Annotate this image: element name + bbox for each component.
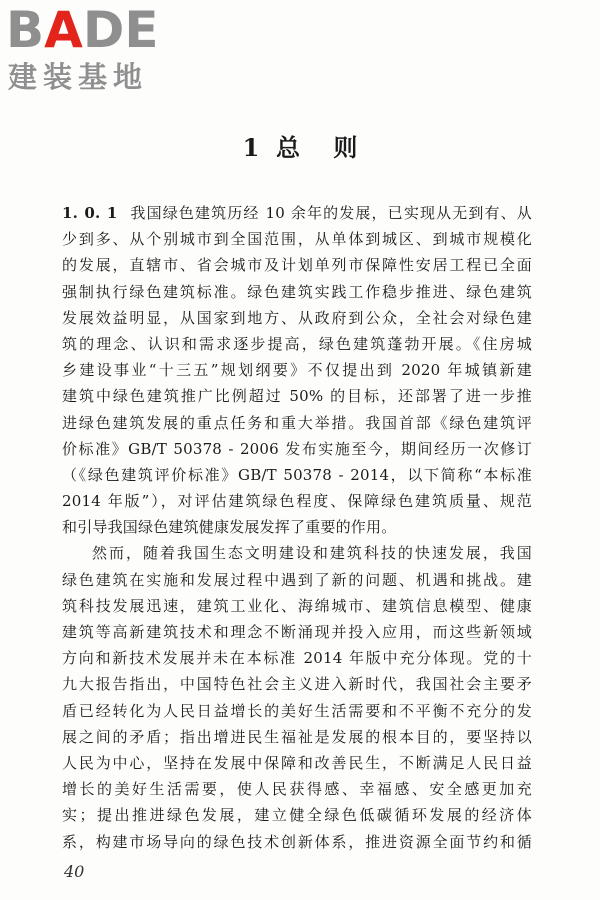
- paragraph-line: 建筑等高新建筑技术和理念不断涌现并投入应用，而这些新领域: [62, 623, 532, 641]
- paragraph-line: 展之间的矛盾；指出增进民生福祉是发展的根本目的，要坚持以: [62, 727, 532, 746]
- paragraph-line: 盾已经转化为人民日益增长的美好生活需要和不平衡不充分的发: [62, 701, 532, 720]
- paragraph-line: 乡建设事业“十三五”规划纲要》不仅提出到 2020 年城镇新建: [62, 361, 532, 380]
- paragraph-line: 和引导我国绿色建筑健康发展发挥了重要的作用。: [62, 518, 397, 537]
- logo-tagline: 建装基地: [8, 60, 149, 94]
- logo-letters-de: DE: [82, 1, 159, 59]
- paragraph-line: 进绿色建筑发展的重点任务和重大举措。我国首部《绿色建筑评: [62, 413, 532, 432]
- paragraph-line-text: 我国绿色建筑历经 10 余年的发展，已实现从无到有、从: [129, 204, 532, 222]
- logo-wordmark: [6, 1, 159, 59]
- paragraph-line: 少到多、从个别城市到全国范围，从单体到城区、到城市规模化: [62, 230, 532, 249]
- bade-logo: [6, 1, 181, 99]
- chapter-title: 1 总 则: [242, 133, 358, 162]
- body-text: [62, 200, 532, 855]
- logo-letter-b: B: [6, 1, 45, 59]
- page-number: 40: [64, 862, 85, 881]
- paragraph-line: 发展效益明显，从国家到地方、从政府到公众，全社会对绿色建: [62, 308, 532, 327]
- paragraph-line: 实；提出推进绿色发展，建立健全绿色低碳循环发展的经济体: [62, 806, 532, 825]
- paragraph-line: 2014 年版”），对评估建筑绿色程度、保障绿色建筑质量、规范: [62, 492, 532, 511]
- paragraph-line: 筑的理念、认识和需求逐步提高，绿色建筑蓬勃开展。《住房城: [62, 334, 532, 353]
- paragraph-line: [62, 200, 532, 226]
- paragraph-line: 然而，随着我国生态文明建设和建筑科技的快速发展，我国: [92, 544, 532, 563]
- paragraph-line: 筑科技发展迅速，建筑工业化、海绵城市、建筑信息模型、健康: [62, 596, 532, 615]
- paragraph-line: 强制执行绿色建筑标准。绿色建筑实践工作稳步推进、绿色建筑: [62, 282, 532, 301]
- clause-number: 1. 0. 1: [62, 204, 118, 222]
- paragraph-line: 的发展，直辖市、省会城市及计划单列市保障性安居工程已全面: [62, 256, 532, 275]
- paragraph-line: 方向和新技术发展并未在本标准 2014 年版中充分体现。党的十: [62, 649, 532, 668]
- paragraph-line: （《绿色建筑评价标准》GB/T 50378 - 2014，以下简称“本标准: [62, 465, 532, 484]
- paragraph-line: 系，构建市场导向的绿色技术创新体系，推进资源全面节约和循: [62, 832, 532, 851]
- paragraph-line: 人民为中心，坚持在发展中保障和改善民生，不断满足人民日益: [62, 753, 532, 772]
- paragraph-line: 价标准》GB/T 50378 - 2006 发布实施至今，期间经历一次修订: [62, 439, 532, 458]
- paragraph-line: 绿色建筑在实施和发展过程中遇到了新的问题、机遇和挑战。建: [62, 570, 532, 589]
- paragraph-line: 建筑中绿色建筑推广比例超过 50% 的目标，还部署了进一步推: [62, 387, 532, 406]
- paragraph-line: 九大报告指出，中国特色社会主义进入新时代，我国社会主要矛: [62, 675, 532, 694]
- logo-letter-a-accent: A: [44, 1, 83, 59]
- paragraph-line: 增长的美好生活需要，使人民获得感、幸福感、安全感更加充: [62, 780, 532, 799]
